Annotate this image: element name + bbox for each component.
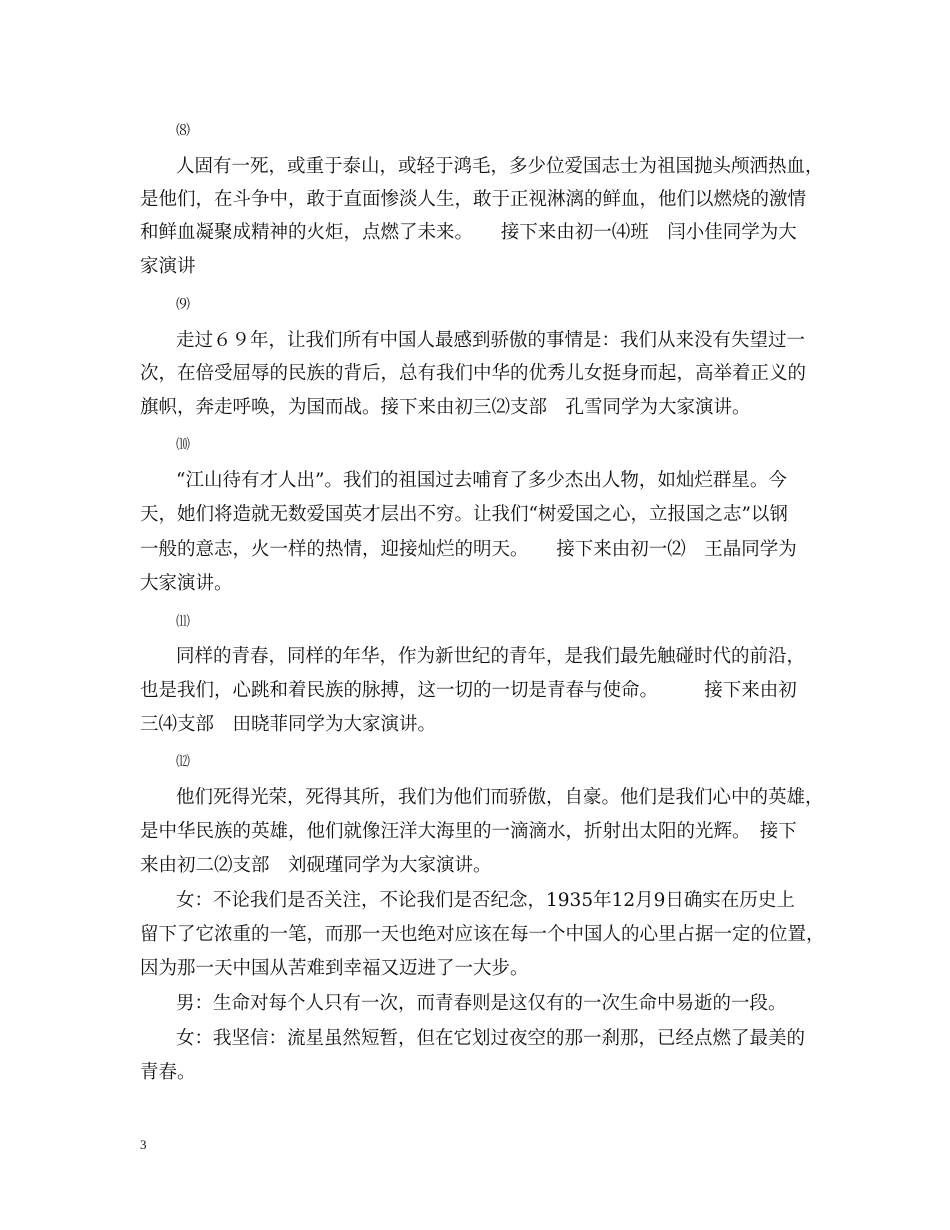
paragraph-line: 旗帜，奔走呼唤，为国而战。接下来由初三⑵支部 孔雪同学为大家演讲。 [140, 397, 751, 418]
paragraph-line: 也是我们，心跳和着民族的脉搏，这一切的一切是青春与使命。 接下来由初 [140, 680, 797, 701]
paragraph-line: 因为那一天中国从苦难到幸福又迈进了一大步。 [140, 958, 529, 979]
section-marker: ⑾ [176, 614, 190, 630]
paragraph-line: 次，在倍受屈辱的民族的背后，总有我们中华的优秀儿女挺身而起，高举着正义的 [140, 363, 807, 384]
paragraph-line: 来由初二⑵支部 刘砚瑾同学为大家演讲。 [140, 855, 492, 876]
paragraph-line: 家演讲 [140, 256, 196, 277]
paragraph-line: 同样的青春，同样的年华，作为新世纪的青年，是我们最先触碰时代的前沿， [176, 646, 806, 667]
paragraph-line: 大家演讲。 [140, 573, 233, 594]
paragraph-line: 是中华民族的英雄，他们就像汪洋大海里的一滴滴水，折射出太阳的光辉。 接下 [140, 821, 797, 842]
paragraph-line: 三⑷支部 田晓菲同学为大家演讲。 [140, 714, 437, 735]
section-marker: ⑿ [176, 754, 190, 770]
page-number: 3 [140, 1137, 147, 1152]
paragraph-line: 走过６９年，让我们所有中国人最感到骄傲的事情是：我们从来没有失望过一 [176, 330, 806, 351]
paragraph-line: 天，她们将造就无数爱国英才层出不穷。让我们“树爱国之心，立报国之志”以钢 [140, 504, 788, 525]
paragraph-line: 和鲜血凝聚成精神的火炬，点燃了未来。 接下来由初一⑷班 闫小佳同学为大 [140, 222, 797, 243]
paragraph-line: 女：我坚信：流星虽然短暂，但在它划过夜空的那一刹那，已经点燃了最美的 [176, 1028, 806, 1049]
section-marker: ⑽ [176, 437, 190, 453]
paragraph-line: 是他们，在斗争中，敢于直面惨淡人生，敢于正视淋漓的鲜血，他们以燃烧的激情 [140, 189, 807, 210]
paragraph-line: 女：不论我们是否关注，不论我们是否纪念，1935年12月9日确实在历史上 [176, 890, 795, 911]
paragraph-line: 人固有一死，或重于泰山，或轻于鸿毛，多少位爱国志士为祖国抛头颅洒热血， [176, 156, 824, 177]
paragraph-line: 留下了它浓重的一笔，而那一天也绝对应该在每一个中国人的心里占据一定的位置， [140, 924, 825, 945]
paragraph-line: 男：生命对每个人只有一次，而青春则是这仅有的一次生命中易逝的一段。 [176, 993, 787, 1014]
paragraph-line: 一般的意志，火一样的热情，迎接灿烂的明天。 接下来由初一⑵ 王晶同学为 [140, 539, 797, 560]
paragraph-line: 他们死得光荣，死得其所，我们为他们而骄傲，自豪。他们是我们心中的英雄， [176, 787, 824, 808]
paragraph-line: “江山待有才人出”。我们的祖国过去哺育了多少杰出人物，如灿烂群星。今 [176, 470, 787, 491]
section-marker: ⑼ [176, 297, 190, 313]
paragraph-line: 青春。 [140, 1062, 196, 1083]
section-marker: ⑻ [176, 123, 190, 139]
